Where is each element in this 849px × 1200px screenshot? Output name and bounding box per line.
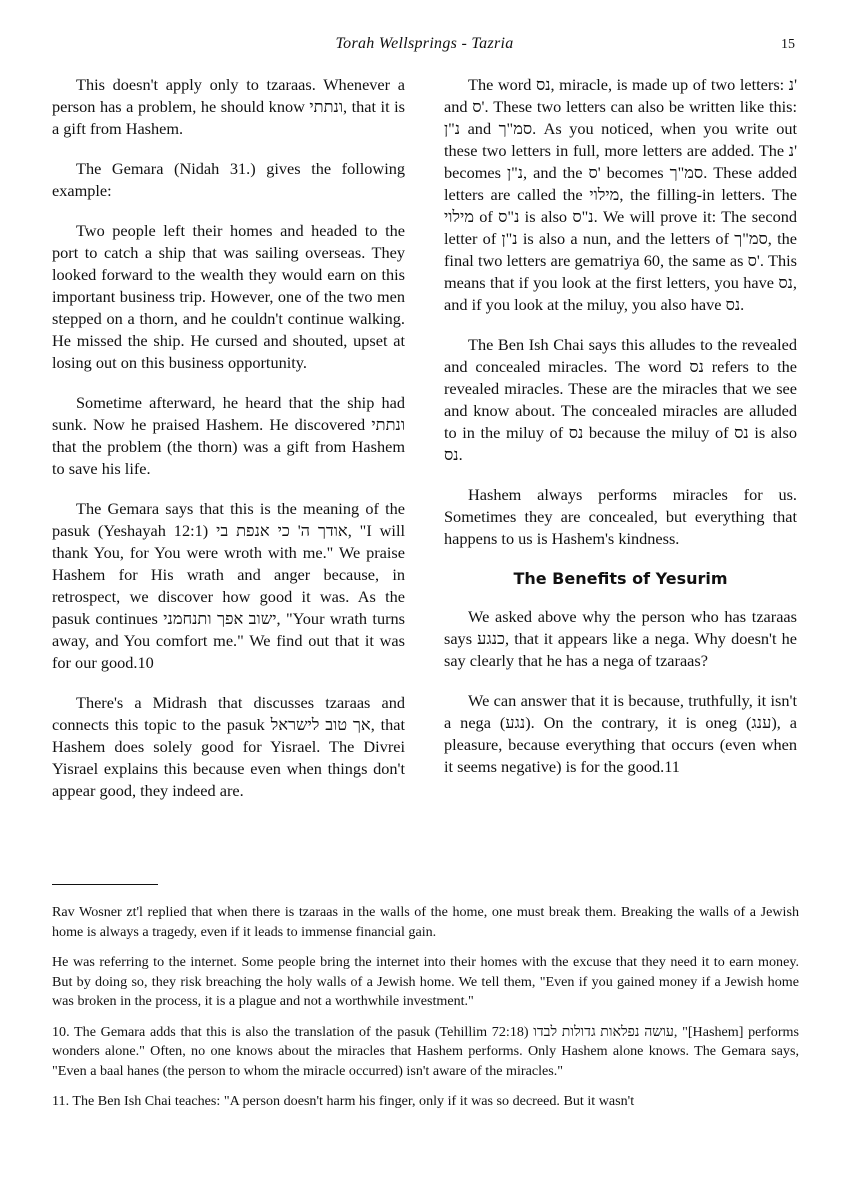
paragraph: The word נס, miracle, is made up of two letters: נ' and ס'. These two letters can also be written like this: נ"ן and סמ"ך. As you noticed, when you write out these two letters in full, more letters are added. The נ' becomes נ"ן, and the ס' becomes סמ"ך. These added letters are called the מילוי, the filling-in letters. The מילוי of נ"ס is also נ"ס. We will prove it: The second letter of נ"ן is also a nun, and the letters of סמ"ך, the final two letters are gematriya 60, the same as ס'. This means that if you look at the first letters, you have נס, and if you look at the miluy, you also have נס. (444, 75, 797, 314)
footnote: He was referring to the internet. Some people bring the internet into their homes with the excuse that they need it to earn money. But by doing so, they risk breaching the holy walls of a Jewish home. We tell them, "Even if you gained money if a Jewish home was broken in the process, it is a plague and not a worthwhile investment." (52, 954, 799, 1009)
paragraph: There's a Midrash that discusses tzaraas and connects this topic to the pasuk אך טוב לישראל, that Hashem does solely good for Yisrael. The Divrei Yisrael explains this because even when things don't appear good, they indeed are. (52, 693, 406, 800)
right-column (444, 74, 797, 796)
paragraph: The Gemara (Nidah 31.) gives the following example: (52, 159, 405, 200)
footnote-divider (52, 884, 158, 885)
left-column (52, 74, 405, 820)
page-number: 15 (781, 37, 795, 52)
paragraph: Hashem always performs miracles for us. Sometimes they are concealed, but everything that happens to us is Hashem's kindness. (444, 485, 797, 548)
paragraph: We can answer that it is because, truthfully, it isn't a nega (נגע). On the contrary, it is oneg (ענג), a pleasure, because everything that occurs (even when it seems negative) is for the good.11 (444, 691, 797, 776)
footnote: Rav Wosner zt'l replied that when there is tzaraas in the walls of the home, one must break them. Breaking the walls of a Jewish home is always a tragedy, even if it leads to immense financial gain. (52, 904, 799, 940)
paragraph: The Gemara says that this is the meaning of the pasuk (Yeshayah 12:1) אודך ה' כי אנפת בי, "I will thank You, for You were wroth with me." We praise Hashem for His wrath and anger because, in retrospect, we discover how good it was. As the pasuk continues ישוב אפך ותנחמני, "Your wrath turns away, and You comfort me." We find out that it was for our good.10 (52, 499, 405, 672)
paragraph: We asked above why the person who has tzaraas says כנגע, that it appears like a nega. Why doesn't he say clearly that he has a nega of tzaraas? (444, 607, 797, 670)
footnote: 11. The Ben Ish Chai teaches: "A person doesn't harm his finger, only if it was so decreed. But it wasn't (52, 1093, 635, 1109)
running-header (52, 35, 797, 57)
paragraph: Two people left their homes and headed to the port to catch a ship that was sailing overseas. They looked forward to the wealth they would earn on this important business trip. However, one of the two men stepped on a thorn, and he couldn't continue walking. He missed the ship. He cursed and shouted, upset at losing out on this business opportunity. (52, 221, 405, 372)
running-title: Torah Wellsprings - Tazria (335, 35, 514, 52)
paragraph: This doesn't apply only to tzaraas. Whenever a person has a problem, he should know ונתתי, that it is a gift from Hashem. (52, 75, 406, 138)
footnotes (52, 903, 799, 1123)
paragraph: Sometime afterward, he heard that the ship had sunk. Now he praised Hashem. He discovered ונתתי that the problem (the thorn) was a gift from Hashem to save his life. (52, 393, 405, 478)
footnote: 10. The Gemara adds that this is also the translation of the pasuk (Tehillim 72:18) עושה נפלאות גדולות לבדו, "[Hashem] performs wonders alone." Often, no one knows about the miracles that Hashem performs. Only Hashem alone knows. The Gemara says, "Even a baal hanes (the person to whom the miracle occurred) isn't aware of the miracles." (52, 1023, 799, 1079)
paragraph: The Ben Ish Chai says this alludes to the revealed and concealed miracles. The word נס refers to the revealed miracles. These are the miracles that we see and know about. The concealed miracles are alluded to in the miluy of נס because the miluy of נס is also נס. (444, 335, 797, 464)
section-heading: The Benefits of Yesurim (513, 569, 728, 588)
